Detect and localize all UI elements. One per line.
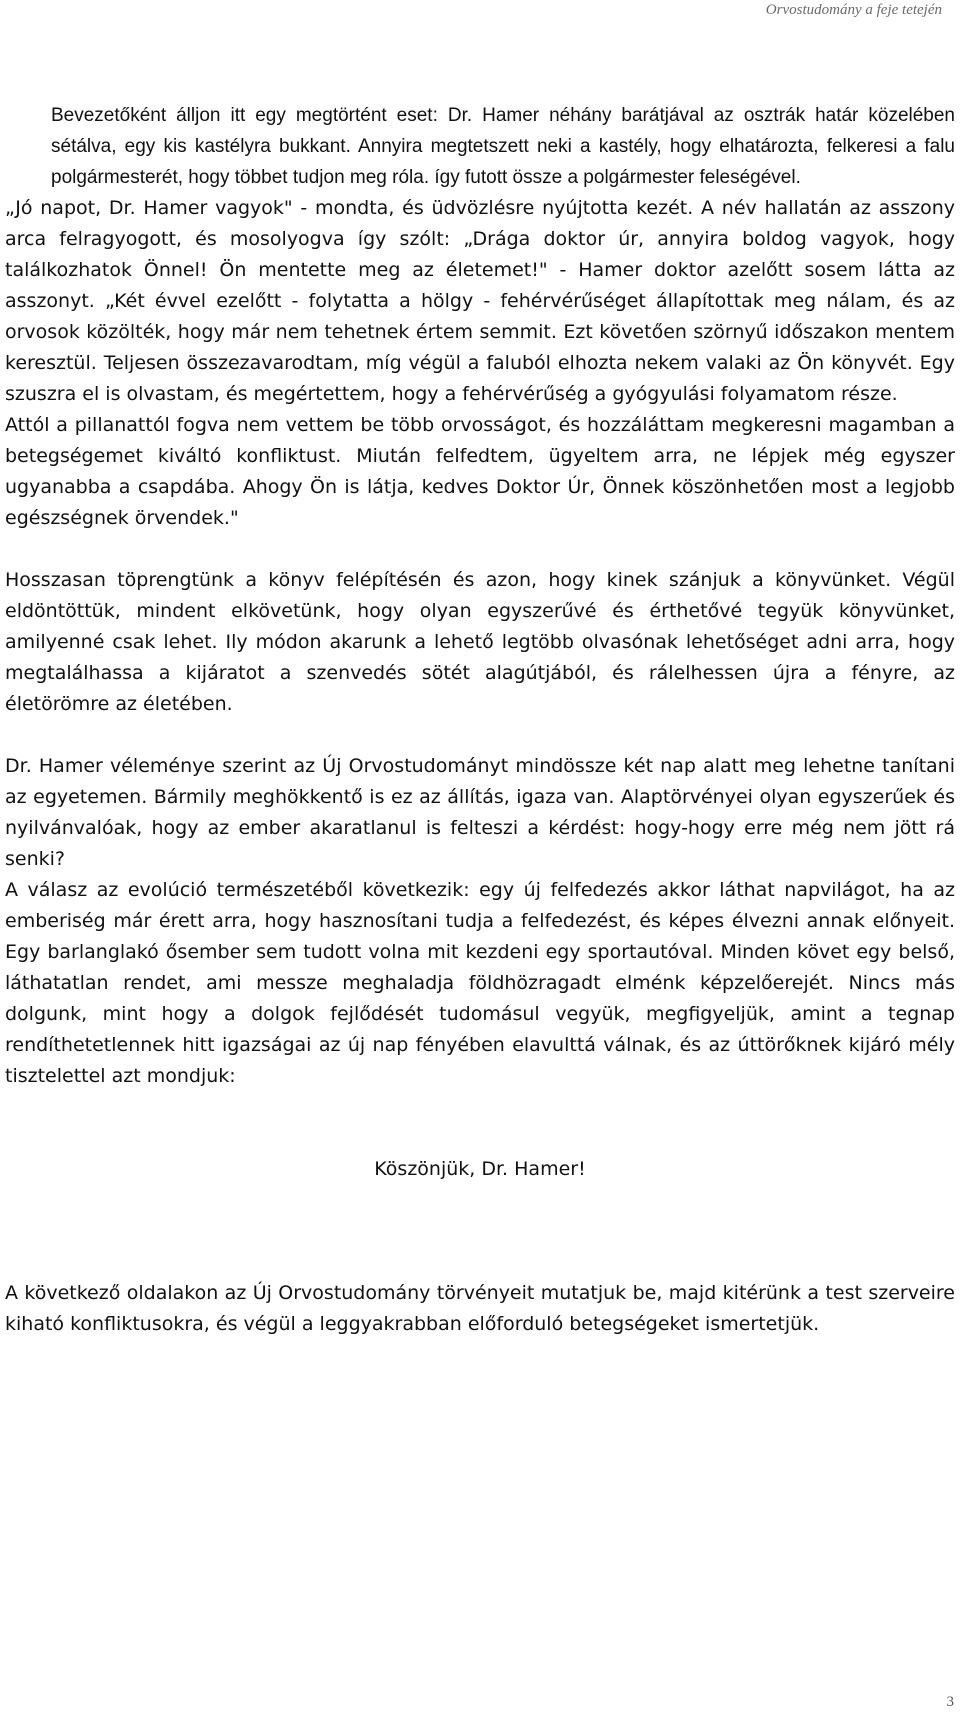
evolution-answer-paragraph: A válasz az evolúció természetéből következik: egy új felfedezés akkor láthat napvilágot, ha az emberiség már érett arra, hogy hasznosítani tudja a felfedezést, és képes élvezni annak előnyeit. Egy barlanglakó ősember sem tudott volna mit kezdeni egy sportautóval. Minden követ egy belső, láthatatlan rendet, ami messze meghaladja földhözragadt elménk képzelőerejét. Nincs más dolgunk, mint hogy a dolgok fejlődését tudomásul vegyük, megfigyeljük, amint a tegnap rendíthetetlennek hitt igazságai az új nap fényében elavulttá válnak, és az úttörőknek kijáró mély tisztelettel azt mondjuk:: [5, 879, 955, 1087]
intro-paragraph: Bevezetőként álljon itt egy megtörtént eset: Dr. Hamer néhány barátjával az osztrák határ közelében sétálva, egy kis kastélyra bukkant. Annyira megtetszett neki a kastély, hogy elhatározta, felkeresi a falu polgármesterét, hogy többet tudjon meg róla. így futott össze a polgármester feleségével.: [51, 105, 955, 188]
next-pages-paragraph: A következő oldalakon az Új Orvostudomány törvényeit mutatjuk be, majd kitérünk a test szerveire kiható konfliktusokra, és végül a leggyakrabban előforduló betegségeket ismertetjük.: [5, 1282, 955, 1335]
thanks-line: Köszönjük, Dr. Hamer!: [374, 1158, 586, 1180]
book-structure-paragraph: Hosszasan töprengtünk a könyv felépítésén és azon, hogy kinek szánjuk a könyvünket. Végül eldöntöttük, mindent elkövetünk, hogy olyan egyszerűvé és érthetővé tegyük könyvünket, amilyenné csak lehet. Ily módon akarunk a lehető legtöbb olvasónak lehetőséget adni arra, hogy megtalálhassa a kijáratot a szenvedés sötét alagútjából, és rálelhessen újra a fényre, az életörömre az életében.: [5, 569, 955, 715]
paragraph-spacer: [5, 1185, 955, 1216]
page-number: 3: [946, 1694, 954, 1710]
paragraph-spacer: [5, 1123, 955, 1154]
hamer-opinion-paragraph: Dr. Hamer véleménye szerint az Új Orvostudományt mindössze két nap alatt meg lehetne tanítani az egyetemen. Bármily meghökkentő is ez az állítás, igaza van. Alaptörvényei olyan egyszerűek és nyilvánvalóak, hogy az ember akaratlanul is felteszi a kérdést: hogy-hogy erre még nem jött rá senki?: [5, 755, 955, 870]
paragraph-spacer: [5, 1247, 955, 1278]
story-continuation-paragraph: Attól a pillanattól fogva nem vettem be több orvosságot, és hozzáláttam megkeresni magamban a betegségemet kiváltó konfliktust. Miután felfedtem, ügyeltem arra, ne lépjek még egyszer ugyanabba a csapdába. Ahogy Ön is látja, kedves Doktor Úr, Önnek köszönhetően most a legjobb egészségnek örvendek.": [5, 414, 955, 529]
paragraph-spacer: [5, 1092, 955, 1123]
page-body: [5, 100, 955, 1340]
paragraph-spacer: [5, 1216, 955, 1247]
paragraph-spacer: [5, 534, 955, 565]
running-header: Orvostudomány a feje tetején: [765, 2, 942, 18]
story-paragraph: „Jó napot, Dr. Hamer vagyok" - mondta, és üdvözlésre nyújtotta kezét. A név hallatán az asszony arca felragyogott, és mosolyogva így szólt: „Drága doktor úr, annyira boldog vagyok, hogy találkozhatok Önnel! Ön mentette meg az életemet!" - Hamer doktor azelőtt sosem látta az asszonyt. „Két évvel ezelőtt - folytatta a hölgy - fehérvérűséget állapítottak meg nálam, és az orvosok közölték, hogy már nem tehetnek értem semmit. Ezt követően szörnyű időszakon mentem keresztül. Teljesen összezavarodtam, míg végül a faluból elhozta nekem valaki az Ön könyvét. Egy szuszra el is olvastam, és megértettem, hogy a fehérvérűség a gyógyulási folyamatom része.: [5, 197, 955, 405]
paragraph-spacer: [5, 720, 955, 751]
